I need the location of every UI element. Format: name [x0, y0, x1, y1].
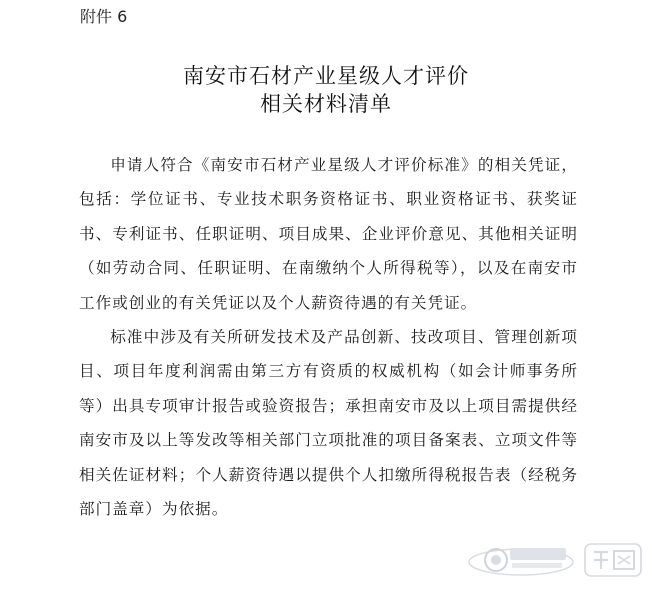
paragraph-2: 标准中涉及有关所研发技术及产品创新、技改项目、管理创新项目、项目年度利润需由第三方有资质的权威机构（如会计师事务所等）出具专项审计报告或验资报告；承担南安市及以上项目需提供经南安市及以上等发改等相关部门立项批准的项目备案表、立项文件等相关佐证材料；个人薪资待遇以提供个人扣缴所得税报告表（经税务部门盖章）为依据。 [79, 328, 578, 519]
paragraph-1: 申请人符合《南安市石材产业星级人才评价标准》的相关凭证，包括：学位证书、专业技术职务资格证书、职业资格证书、获奖证书、专利证书、任职证明、项目成果、企业评价意见、其他相关证明（如劳动合同、任职证明、在南缴纳个人所得税等），以及在南安市工作或创业的有关凭证以及个人薪资待遇的有关凭证。 [79, 156, 578, 312]
badge-icon [584, 542, 642, 578]
site-logo-icon [466, 540, 576, 580]
document-title-line-2: 相关材料清单 [260, 92, 392, 116]
attachment-label: 附件 6 [80, 7, 128, 26]
watermark [466, 540, 642, 580]
document-title-line-1: 南安市石材产业星级人才评价 [183, 64, 469, 88]
document-body [79, 148, 578, 526]
